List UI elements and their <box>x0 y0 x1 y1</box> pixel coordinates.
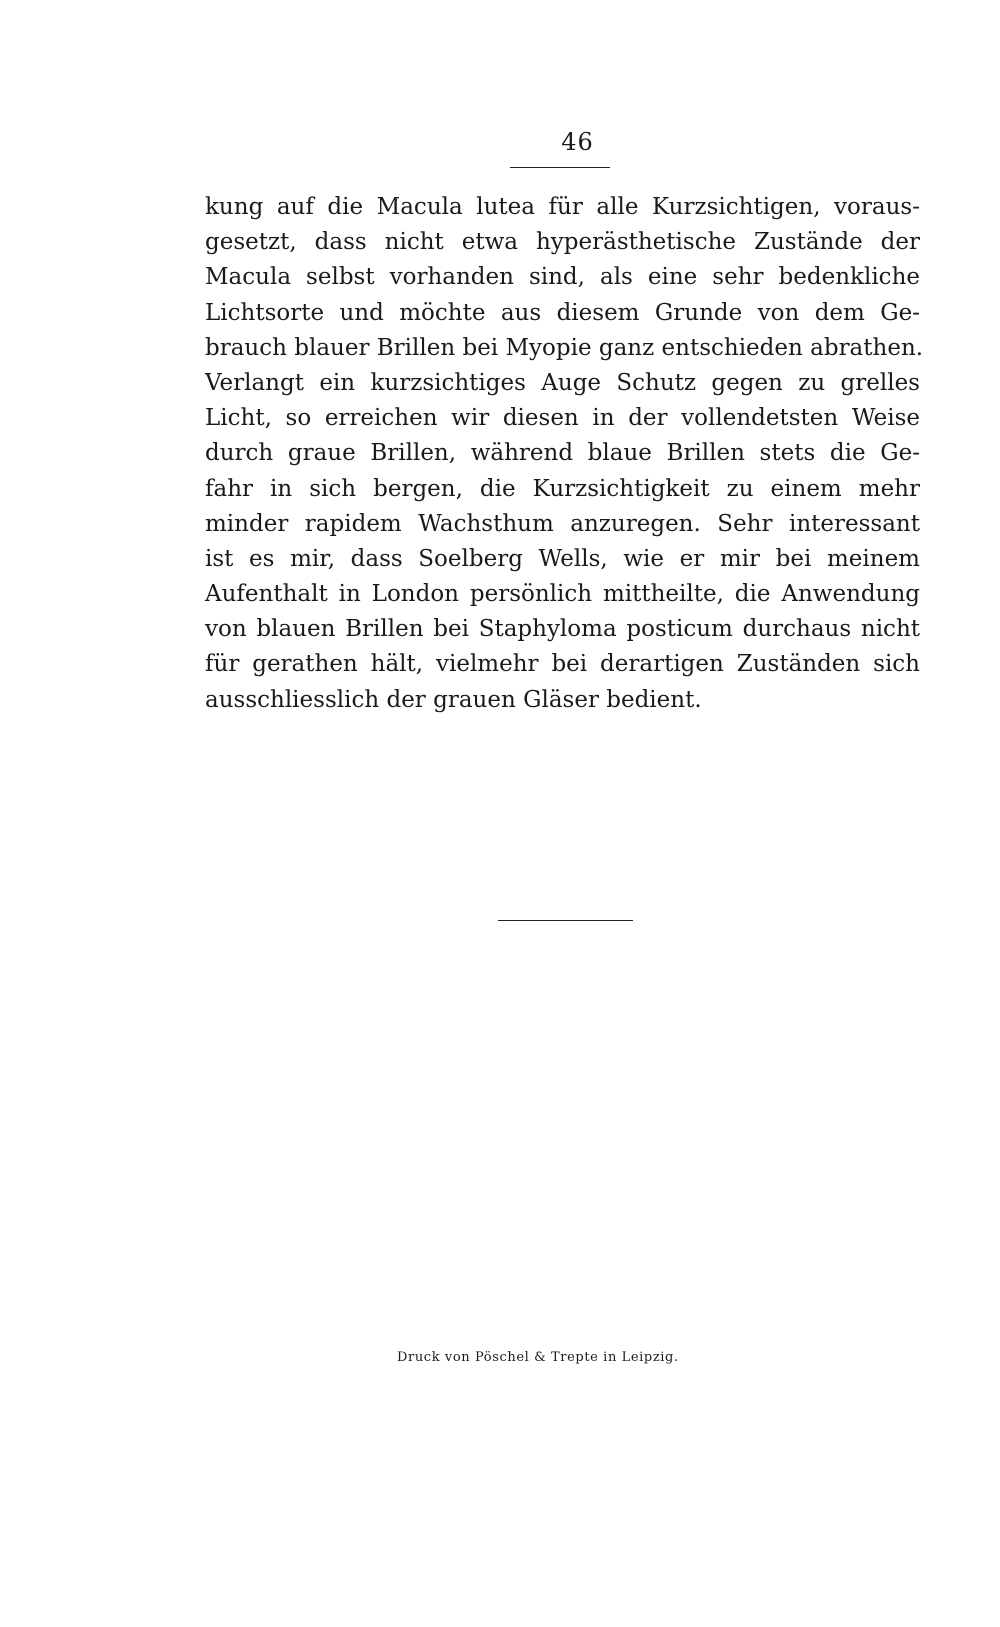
page-number-rule <box>510 167 610 168</box>
text-line: fahr in sich bergen, die Kurzsichtigkeit zu einem mehr <box>205 475 920 502</box>
text-line: brauch blauer Brillen bei Myopie ganz entschieden abrathen. <box>205 334 924 361</box>
text-line: von blauen Brillen bei Staphyloma posticum durchaus nicht <box>205 616 920 643</box>
text-line: für gerathen hält, vielmehr bei derartigen Zuständen sich <box>205 651 920 678</box>
section-divider-rule <box>498 920 633 921</box>
text-line: gesetzt, dass nicht etwa hyperästhetische Zustände der <box>205 229 920 256</box>
body-paragraph <box>205 190 924 718</box>
text-line-last: ausschliesslich der grauen Gläser bedient. <box>205 686 702 713</box>
text-line: Lichtsorte und möchte aus diesem Grunde von dem Ge- <box>205 299 920 326</box>
text-line: Licht, so erreichen wir diesen in der vollendetsten Weise <box>205 405 920 432</box>
text-line: Macula selbst vorhanden sind, als eine sehr bedenkliche <box>205 264 920 291</box>
text-line: minder rapidem Wachsthum anzuregen. Sehr interessant <box>205 510 920 537</box>
text-line: ist es mir, dass Soelberg Wells, wie er mir bei meinem <box>205 545 920 572</box>
text-line: kung auf die Macula lutea für alle Kurzsichtigen, voraus- <box>205 194 920 220</box>
text-line: Aufenthalt in London persönlich mittheilte, die Anwendung <box>205 581 920 608</box>
page-number: 46 <box>561 128 594 156</box>
text-line: durch graue Brillen, während blaue Brillen stets die Ge- <box>205 440 920 467</box>
text-line: Verlangt ein kurzsichtiges Auge Schutz gegen zu grelles <box>205 369 920 396</box>
printer-imprint: Druck von Pöschel & Trepte in Leipzig. <box>397 1350 679 1365</box>
